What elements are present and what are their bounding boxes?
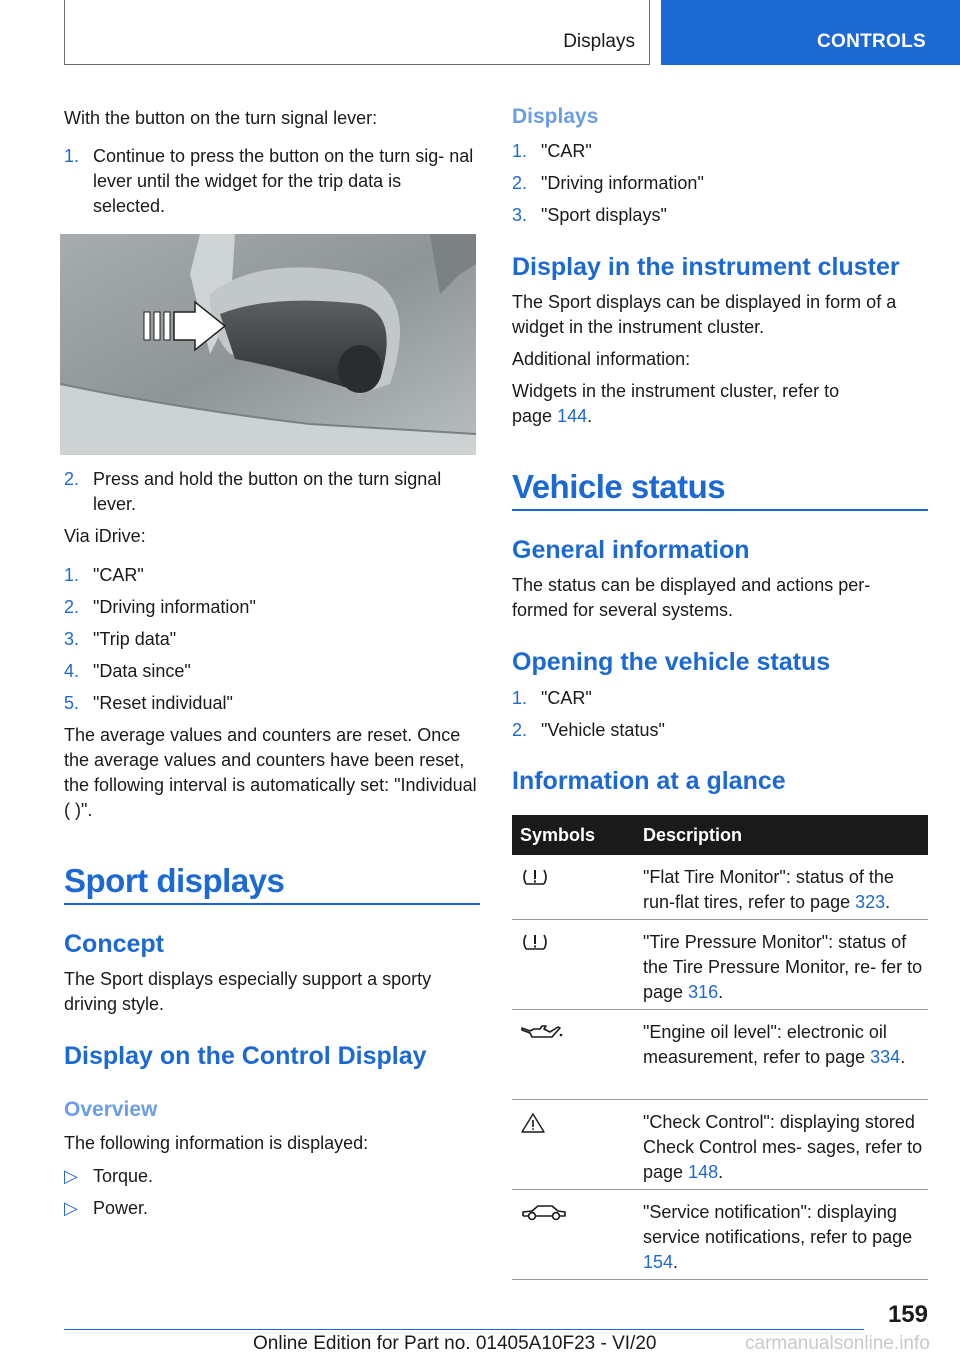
general-info-heading: General information: [512, 536, 750, 564]
page-link[interactable]: 148: [688, 1162, 719, 1182]
general-info-text: The status can be displayed and actions per‐ formed for several systems.: [512, 575, 871, 620]
step-text: "Sport displays": [541, 205, 667, 225]
step-text: "CAR": [93, 565, 144, 585]
step-number: 2.: [512, 720, 528, 740]
row-description: "Tire Pressure Monitor": status of the Tire Pressure Monitor, re‐ fer to page 316.: [643, 932, 923, 1002]
page-number: 159: [887, 1301, 928, 1328]
description-text: "Tire Pressure Monitor": status of the Tire Pressure Monitor, re‐ fer to page: [643, 932, 923, 1002]
header-chapter-tab[interactable]: CONTROLS: [661, 0, 960, 65]
step-number: 2.: [64, 597, 80, 617]
heading-rule: [64, 903, 480, 905]
header-section-title: Displays: [563, 31, 635, 52]
step-number: 1.: [512, 688, 528, 708]
step-number: 1.: [64, 565, 80, 585]
description-text: "Service notification": displaying service notifications, refer to page: [643, 1202, 913, 1247]
page-link[interactable]: 323: [855, 892, 886, 912]
table-row: [512, 855, 928, 920]
step-number: 5.: [64, 693, 80, 713]
turn-signal-lever-photo: [60, 234, 476, 455]
step-text: "Driving information": [541, 173, 704, 193]
step-text: "Vehicle status": [541, 720, 665, 740]
overview-heading: Overview: [64, 1098, 158, 1121]
displays-heading: Displays: [512, 105, 599, 128]
step-text: "Driving information": [93, 597, 256, 617]
page-link[interactable]: 316: [688, 982, 719, 1002]
oil-can-icon: [520, 1022, 560, 1046]
car-service-icon: [520, 1202, 560, 1226]
col-description: Description: [643, 825, 743, 845]
step-number: 3.: [64, 629, 80, 649]
intro-text: With the button on the turn signal lever:: [64, 108, 378, 128]
step-number: 1.: [512, 141, 528, 161]
vehicle-status-heading: Vehicle status: [512, 468, 726, 505]
heading-rule: [512, 509, 928, 511]
step-text: Press and hold the button on the turn signal lever.: [93, 469, 442, 514]
edition-text: Online Edition for Part no. 01405A10F23 - VI/20: [253, 1333, 657, 1354]
step-number: 2.: [512, 173, 528, 193]
bullet-triangle-icon: ▷: [64, 1198, 78, 1218]
tire-warning-icon: [520, 867, 560, 891]
description-text: "Flat Tire Monitor": status of the run-flat tires, refer to page: [643, 867, 894, 912]
opening-heading: Opening the vehicle status: [512, 648, 831, 676]
step-number: 1.: [64, 146, 80, 166]
table-row: [512, 920, 928, 1010]
tire-warning-icon: [520, 932, 560, 956]
concept-heading: Concept: [64, 930, 164, 958]
step-text: "Trip data": [93, 629, 177, 649]
step-number: 3.: [512, 205, 528, 225]
additional-info-label: Additional information:: [512, 349, 691, 369]
overview-text: The following information is displayed:: [64, 1133, 369, 1153]
symbols-table: [512, 815, 928, 1280]
step-number: 2.: [64, 469, 80, 489]
col-symbols: Symbols: [520, 825, 596, 845]
footer-rule: [64, 1329, 864, 1330]
step-text: "Reset individual": [93, 693, 233, 713]
table-row: [512, 1100, 928, 1190]
via-idrive-label: Via iDrive:: [64, 526, 146, 546]
row-description: "Flat Tire Monitor": status of the run-flat tires, refer to page 323.: [643, 867, 894, 912]
step-number: 4.: [64, 661, 80, 681]
page-link[interactable]: 154: [643, 1252, 674, 1272]
row-description: "Check Control": displaying stored Check Control mes‐ sages, refer to page 148.: [643, 1112, 923, 1182]
row-description: "Service notification": displaying service notifications, refer to page 154.: [643, 1202, 913, 1272]
cluster-heading: Display in the instrument cluster: [512, 253, 900, 281]
page-link[interactable]: 334: [870, 1047, 901, 1067]
watermark-text: carmanualsonline.info: [745, 1333, 930, 1354]
description-text: "Engine oil level": electronic oil measurement, refer to page: [643, 1022, 887, 1067]
glance-heading: Information at a glance: [512, 767, 786, 795]
bullet-text: Torque.: [93, 1166, 154, 1186]
step-text: Continue to press the button on the turn sig‐ nal lever until the widget for the trip data is selected.: [93, 146, 474, 216]
cluster-text: The Sport displays can be displayed in form of a widget in the instrument cluster.: [512, 292, 897, 337]
table-header: [512, 815, 928, 855]
table-row: [512, 1010, 928, 1100]
step-text: "Data since": [93, 661, 191, 681]
control-display-heading: Display on the Control Display: [64, 1042, 427, 1070]
warning-triangle-icon: [520, 1112, 560, 1136]
sport-displays-heading: Sport displays: [64, 862, 285, 899]
table-row: [512, 1190, 928, 1280]
bullet-triangle-icon: ▷: [64, 1166, 78, 1186]
concept-text: The Sport displays especially support a sporty driving style.: [64, 969, 432, 1014]
widgets-reference: Widgets in the instrument cluster, refer to page 144.: [512, 381, 840, 426]
reset-text: The average values and counters are reset. Once the average values and counters have been reset, the following interval is automatically set: "Individual ( )".: [64, 725, 477, 820]
header-box: [64, 0, 650, 65]
description-text: "Check Control": displaying stored Check Control mes‐ sages, refer to page: [643, 1112, 923, 1182]
widgets-text: Widgets in the instrument cluster, refer to page: [512, 381, 840, 426]
bullet-text: Power.: [93, 1198, 149, 1218]
step-text: "CAR": [541, 141, 592, 161]
page-link[interactable]: 144: [557, 406, 588, 426]
row-description: "Engine oil level": electronic oil measurement, refer to page 334.: [643, 1022, 906, 1067]
step-text: "CAR": [541, 688, 592, 708]
